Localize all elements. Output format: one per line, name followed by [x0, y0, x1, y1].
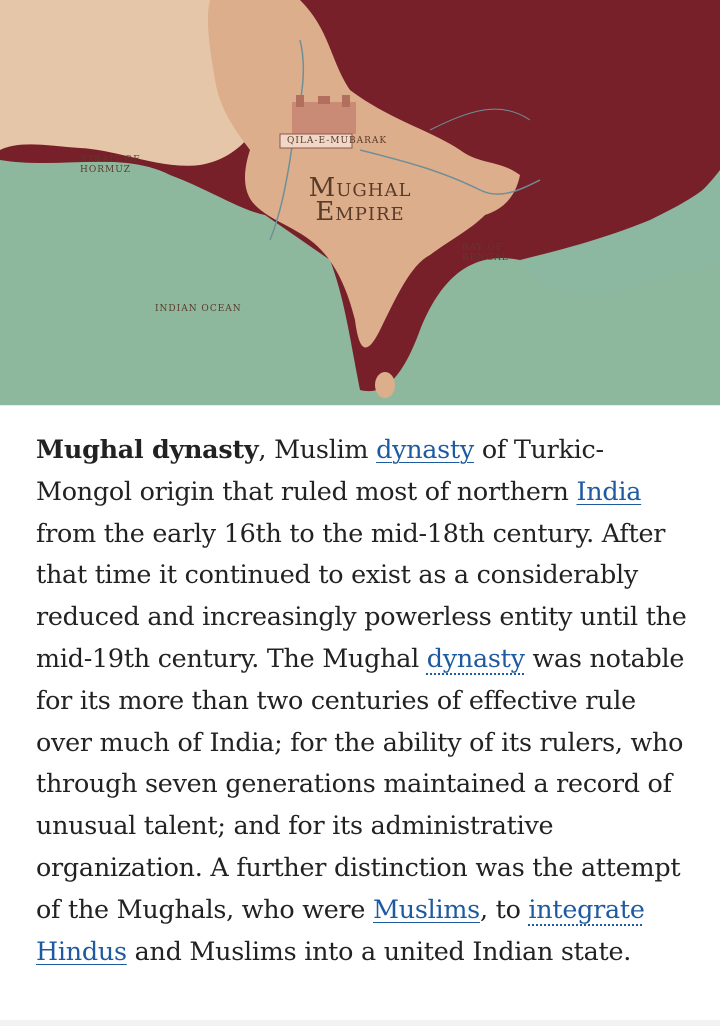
article-container	[0, 405, 720, 1026]
link-dynasty-definition[interactable]: dynasty	[426, 642, 525, 673]
text-seg7: and Muslims into a united Indian state.	[126, 935, 632, 966]
term-heading: Mughal dynasty	[36, 434, 259, 464]
text-seg2: of Turkic-Mongol origin that ruled most of northern	[36, 434, 604, 506]
text-seg5: , to	[479, 893, 529, 924]
text-seg4: was notable for its more than two centuries of effective rule over much of India; for the ability of its rulers, who through seven generations maintained a record of unusual talent; and for its administrative organization. A further distinction was the attempt of the Mughals, who were	[36, 642, 685, 924]
bottom-divider	[0, 1020, 720, 1026]
map-label-bay: BAY OF BENGAL	[462, 243, 509, 263]
map-image	[0, 0, 720, 405]
link-integrate[interactable]: integrate	[528, 893, 645, 924]
map-label-strait: STRAIT OF HORMUZ	[80, 155, 141, 175]
map-empire-title-line1: Mughal	[308, 173, 412, 203]
text-seg1: , Muslim	[258, 434, 377, 464]
article-paragraph	[36, 429, 696, 972]
map-empire-title	[285, 173, 435, 227]
map-empire-title-line2: Empire	[315, 197, 405, 227]
link-india[interactable]: India	[576, 475, 642, 506]
link-muslims[interactable]: Muslims	[372, 893, 480, 924]
link-hindus[interactable]: Hindus	[36, 935, 127, 966]
map-label-indian-ocean: INDIAN OCEAN	[155, 304, 242, 314]
map-label-fort: QILA-E-MUBARAK	[287, 136, 388, 146]
text-seg3: from the early 16th to the mid-18th century. After that time it continued to exist as a considerably reduced and increasingly powerless entity until the mid-19th century. The Mughal	[36, 517, 687, 673]
link-dynasty[interactable]: dynasty	[376, 434, 475, 464]
